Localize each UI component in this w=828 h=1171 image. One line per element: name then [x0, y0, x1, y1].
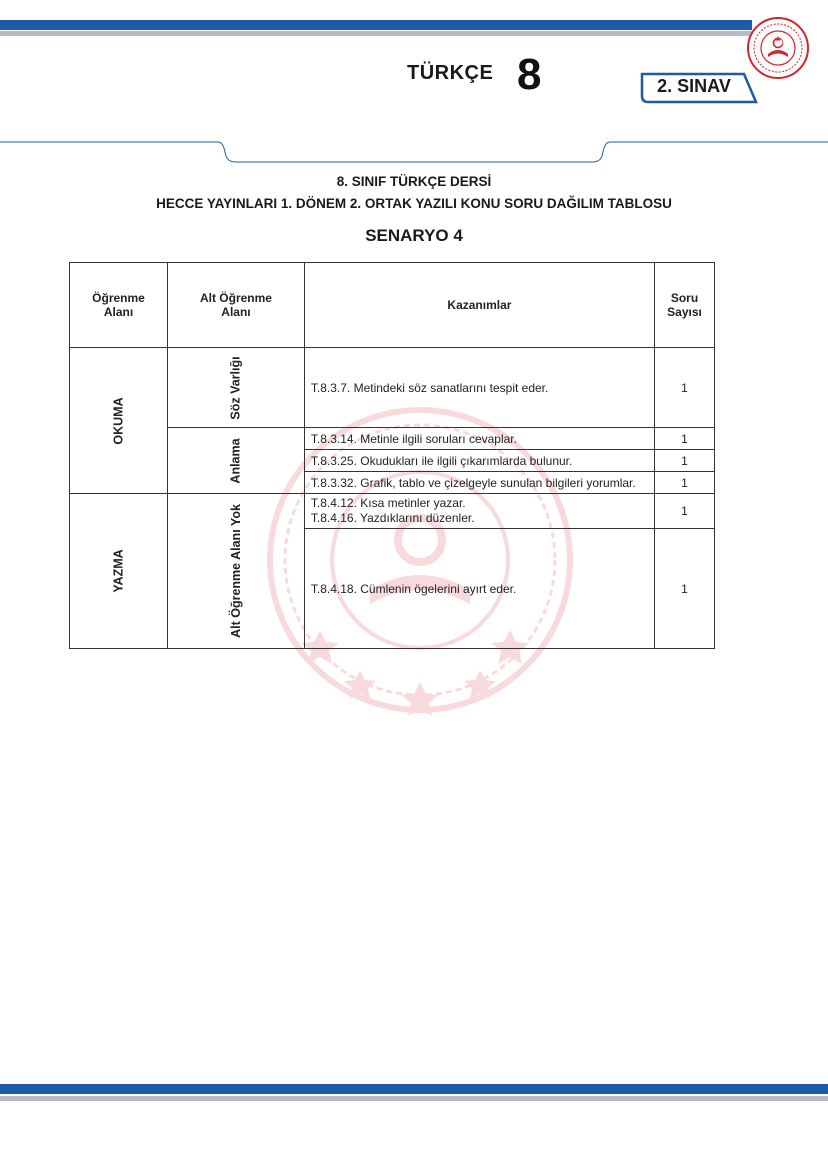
- ministry-seal-logo: [746, 16, 810, 80]
- table-row: [70, 348, 715, 428]
- header-outcomes: Kazanımlar: [304, 263, 654, 348]
- outcome-cell: T.8.4.18. Cümlenin ögelerini ayırt eder.: [304, 529, 654, 649]
- count-cell: 1: [655, 348, 715, 428]
- header-count: Soru Sayısı: [655, 263, 715, 348]
- count-cell: 1: [655, 450, 715, 472]
- area-okuma-cell: [70, 348, 168, 494]
- count-cell: 1: [655, 494, 715, 529]
- area-yazma-cell: [70, 494, 168, 649]
- outcome-cell: T.8.3.25. Okudukları ile ilgili çıkarımlarda bulunur.: [304, 450, 654, 472]
- bottom-blue-band: [0, 1084, 828, 1094]
- outcome-cell: [304, 494, 654, 529]
- outcome-cell: T.8.3.7. Metindeki söz sanatlarını tespit eder.: [304, 348, 654, 428]
- header-divider: [0, 128, 828, 168]
- table-header-row: [70, 263, 715, 348]
- header-area: Öğrenme Alanı: [70, 263, 168, 348]
- grade-number: 8: [517, 50, 542, 99]
- top-gray-band: [0, 31, 752, 36]
- table-row: [70, 494, 715, 529]
- exam-tab-label: 2. SINAV: [657, 76, 731, 96]
- outcome-line: T.8.4.16. Yazdıklarını düzenler.: [310, 511, 475, 525]
- sub-area-none-label: Alt Öğrenme Alanı Yok: [228, 504, 243, 638]
- bottom-gray-band: [0, 1096, 828, 1101]
- sub-area-anlama-cell: [168, 428, 305, 494]
- scenario-title: SENARYO 4: [365, 226, 463, 245]
- outcome-cell: T.8.3.32. Grafik, tablo ve çizelgeyle sunulan bilgileri yorumlar.: [304, 472, 654, 494]
- table-title: HECCE YAYINLARI 1. DÖNEM 2. ORTAK YAZILI KONU SORU DAĞILIM TABLOSU: [156, 196, 672, 211]
- count-cell: 1: [655, 428, 715, 450]
- sub-area-none-cell: [168, 494, 305, 649]
- course-title: 8. SINIF TÜRKÇE DERSİ: [336, 174, 492, 189]
- area-okuma-label: OKUMA: [111, 396, 126, 445]
- exam-tab: [640, 72, 756, 102]
- question-distribution-table: [69, 262, 715, 649]
- subject-title: TÜRKÇE: [407, 62, 494, 84]
- outcome-cell: T.8.3.14. Metinle ilgili soruları cevaplar.: [304, 428, 654, 450]
- area-yazma-label: YAZMA: [111, 549, 126, 593]
- sub-area-anlama-label: Anlama: [228, 437, 243, 484]
- sub-area-soz-varligi-label: Söz Varlığı: [228, 355, 243, 420]
- header-sub-area: Alt Öğrenme Alanı: [168, 263, 305, 348]
- count-cell: 1: [655, 472, 715, 494]
- count-cell: 1: [655, 529, 715, 649]
- top-blue-band: [0, 20, 752, 30]
- outcome-line: T.8.4.12. Kısa metinler yazar.: [310, 496, 466, 510]
- sub-area-soz-varligi-cell: [168, 348, 305, 428]
